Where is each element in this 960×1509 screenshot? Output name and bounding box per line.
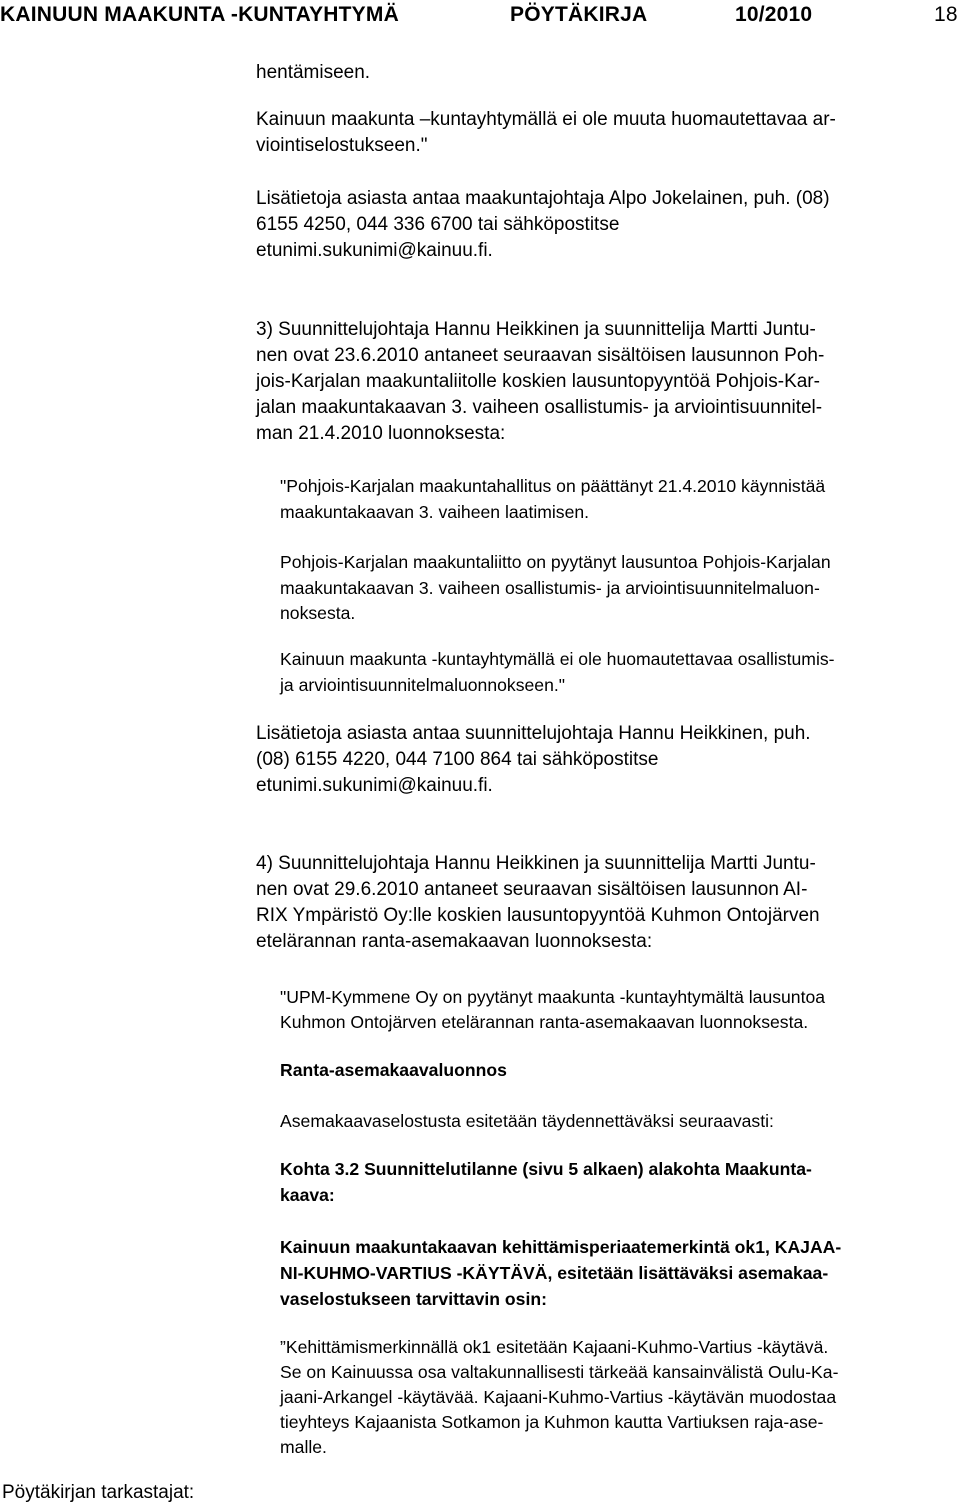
item3-line: man 21.4.2010 luonnoksesta:: [256, 423, 506, 444]
final-paragraph-line: jaani-Arkangel -käytävää. Kajaani-Kuhmo-Vartius -käytävän muodostaa: [280, 1387, 837, 1407]
item4-line: nen ovat 29.6.2010 antaneet seuraavan sisältöisen lausunnon AI-: [256, 879, 808, 900]
final-paragraph-line: malle.: [280, 1437, 327, 1457]
bold-paragraph-line: NI-KUHMO-VARTIUS -KÄYTÄVÄ, esitetään lisättäväksi asemakaa-: [280, 1263, 829, 1283]
item3-line: jois-Karjalan maakuntaliitolle koskien lausuntopyyntöä Pohjois-Kar-: [256, 371, 820, 392]
item3-quote-line: maakuntakaavan 3. vaiheen osallistumis- ja arviointisuunnitelmaluon-: [280, 578, 820, 598]
item3-quote-line: noksesta.: [280, 603, 356, 623]
item4-quote-line: "UPM-Kymmene Oy on pyytänyt maakunta -kuntayhtymältä lausuntoa: [280, 987, 826, 1007]
item4-line: 4) Suunnittelujohtaja Hannu Heikkinen ja suunnittelija Martti Juntu-: [256, 853, 816, 874]
item3-info-line: Lisätietoja asiasta antaa suunnittelujohtaja Hannu Heikkinen, puh.: [256, 723, 811, 744]
item3-quote-line: Kainuun maakunta -kuntayhtymällä ei ole huomautettavaa osallistumis-: [280, 649, 835, 669]
section-heading: Ranta-asemakaavaluonnos: [280, 1060, 507, 1080]
body-line: Lisätietoja asiasta antaa maakuntajohtaja Alpo Jokelainen, puh. (08): [256, 188, 830, 209]
kohta-heading-line: kaava:: [280, 1185, 335, 1205]
bold-paragraph-line: Kainuun maakuntakaavan kehittämisperiaatemerkintä ok1, KAJAA-: [280, 1237, 842, 1257]
kohta-heading-line: Kohta 3.2 Suunnittelutilanne (sivu 5 alkaen) alakohta Maakunta-: [280, 1159, 812, 1179]
bold-paragraph-line: vaselostukseen tarvittavin osin:: [280, 1289, 547, 1309]
body-line: hentämiseen.: [256, 62, 371, 83]
final-paragraph-line: tieyhteys Kajaanista Sotkamon ja Kuhmon kautta Vartiuksen raja-ase-: [280, 1412, 824, 1432]
body-line: etunimi.sukunimi@kainuu.fi.: [256, 240, 493, 261]
final-paragraph-line: ”Kehittämismerkinnällä ok1 esitetään Kajaani-Kuhmo-Vartius -käytävä.: [280, 1337, 829, 1357]
page-header: [0, 0, 960, 30]
item4-line: RIX Ympäristö Oy:lle koskien lausuntopyyntöä Kuhmon Ontojärven: [256, 905, 820, 926]
header-page-number: 18: [934, 3, 958, 26]
item3-quote-line: Pohjois-Karjalan maakuntaliitto on pyytänyt lausuntoa Pohjois-Karjalan: [280, 552, 831, 572]
item3-info-line: etunimi.sukunimi@kainuu.fi.: [256, 775, 493, 796]
item3-info-line: (08) 6155 4220, 044 7100 864 tai sähköpostitse: [256, 749, 659, 770]
body-line: viointiselostukseen.": [256, 135, 428, 156]
item4-quote-line: Kuhmon Ontojärven etelärannan ranta-asemakaavan luonnoksesta.: [280, 1012, 809, 1032]
body-line: Kainuun maakunta –kuntayhtymällä ei ole muuta huomautettavaa ar-: [256, 109, 836, 130]
final-paragraph-line: Se on Kainuussa osa valtakunnallisesti tärkeää kansainvälistä Oulu-Ka-: [280, 1362, 839, 1382]
item4-line: etelärannan ranta-asemakaavan luonnoksesta:: [256, 931, 653, 952]
body-line: 6155 4250, 044 336 6700 tai sähköpostitse: [256, 214, 620, 235]
item3-quote-line: "Pohjois-Karjalan maakuntahallitus on päättänyt 21.4.2010 käynnistää: [280, 476, 826, 496]
item3-quote-line: ja arviointisuunnitelmaluonnokseen.": [280, 675, 565, 695]
item3-quote-line: maakuntakaavan 3. vaiheen laatimisen.: [280, 502, 590, 522]
item3-line: jalan maakuntakaavan 3. vaiheen osallistumis- ja arviointisuunnitel-: [256, 397, 823, 418]
header-doc-type: PÖYTÄKIRJA: [510, 3, 648, 26]
header-doc-number: 10/2010: [735, 3, 813, 26]
item3-line: nen ovat 23.6.2010 antaneet seuraavan sisältöisen lausunnon Poh-: [256, 345, 825, 366]
item3-line: 3) Suunnittelujohtaja Hannu Heikkinen ja suunnittelija Martti Juntu-: [256, 319, 816, 340]
footer-label: Pöytäkirjan tarkastajat:: [2, 1482, 195, 1503]
header-organization: KAINUUN MAAKUNTA -KUNTAYHTYMÄ: [0, 3, 399, 26]
section-intro: Asemakaavaselostusta esitetään täydennettäväksi seuraavasti:: [280, 1111, 774, 1131]
